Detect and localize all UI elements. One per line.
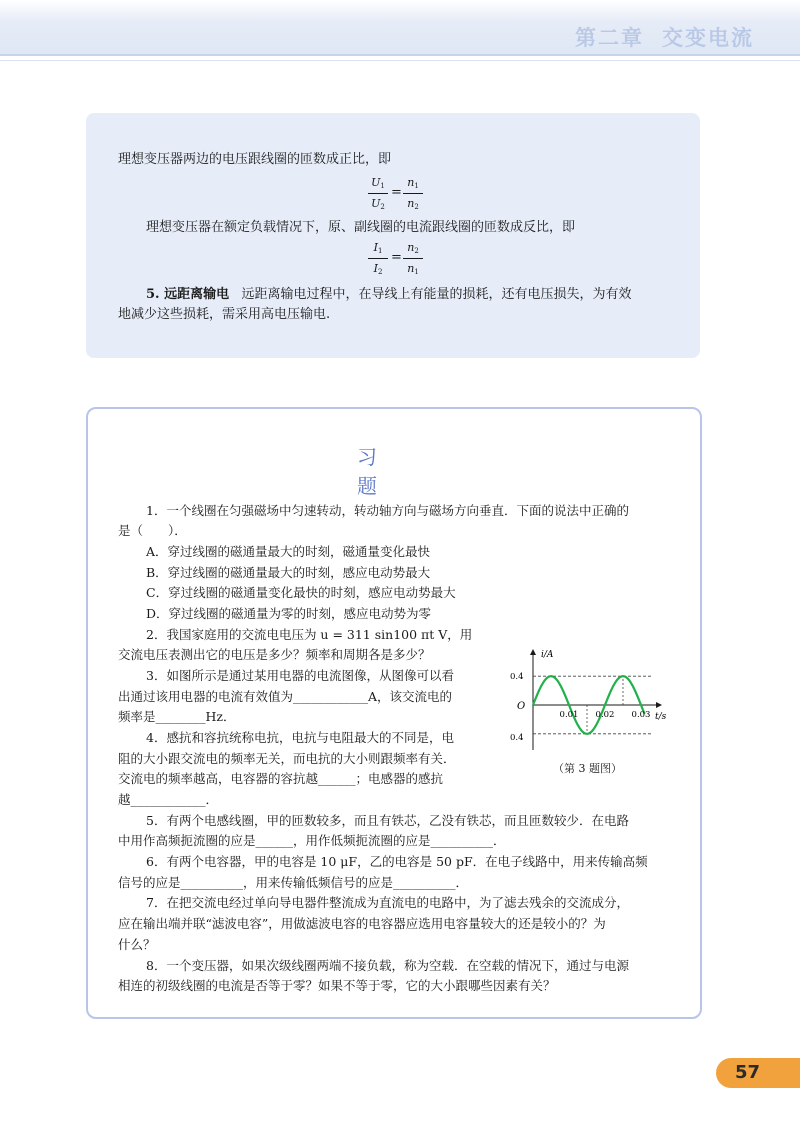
exercise-line: 6．有两个电容器，甲的电容是 10 μF，乙的电容是 50 pF．在电子线路中，用来传输高频 xyxy=(146,854,648,869)
y-tick-label: 0.4 xyxy=(510,733,524,743)
exercise-option: A．穿过线圈的磁通量最大的时刻，磁通量变化最快 xyxy=(146,544,431,559)
exercise-line: 是（ ）． xyxy=(118,523,187,538)
voltage-law-text: 理想变压器两边的电压跟线圈的匝数成正比，即 xyxy=(118,152,392,167)
exercise-line: 1．一个线圈在匀强磁场中匀速转动，转动轴方向与磁场方向垂直．下面的说法中正确的 xyxy=(146,503,629,518)
exercise-line: 5．有两个电感线圈，甲的匝数较多，而且有铁芯，乙没有铁芯，而且匝数较少．在电路 xyxy=(146,813,629,828)
exercise-line: 阻的大小跟交流电的频率无关，而电抗的大小则跟频率有关． xyxy=(118,751,456,766)
formula-i2: $I_2$ xyxy=(373,262,383,276)
header-rule-thin xyxy=(0,60,800,61)
fraction-bar xyxy=(403,258,423,259)
exercise-option: D．穿过线圈的磁通量为零的时刻，感应电动势为零 xyxy=(146,606,432,621)
item5-line1: 5. 远距离输电 远距离输电过程中，在导线上有能量的损耗，还有电压损失，为有效 xyxy=(146,287,632,302)
exercise-line: 4．感抗和容抗统称电抗，电抗与电阻最大的不同是，电 xyxy=(146,730,454,745)
exercise-line: 8．一个变压器，如果次级线圈两端不接负载，称为空载．在空载的情况下，通过与电源 xyxy=(146,958,629,973)
exercise-line: 2．我国家庭用的交流电电压为 u = 311 sin100 πt V，用 xyxy=(146,627,473,642)
formula-n1: $n_1$ xyxy=(407,176,419,190)
origin-label: O xyxy=(517,701,526,712)
formula-i1: $I_1$ xyxy=(373,241,383,255)
formula-n2: $n_2$ xyxy=(407,241,419,255)
fraction-bar xyxy=(368,258,388,259)
x-tick-label: 0.02 xyxy=(595,710,615,720)
current-law-text: 理想变压器在额定负载情况下，原、副线圈的电流跟线圈的匝数成反比，即 xyxy=(146,220,576,235)
chapter-heading xyxy=(575,22,754,52)
header-rule xyxy=(0,54,800,56)
x-tick-label: 0.03 xyxy=(631,710,651,720)
current-graph xyxy=(505,646,675,756)
formula-u2: $U_2$ xyxy=(371,197,385,211)
y-tick-label: 0.4 xyxy=(510,672,524,682)
formula-n2: $n_2$ xyxy=(407,197,419,211)
exercise-line: 越____________． xyxy=(118,792,219,807)
exercise-line: 应在输出端并联“滤波电容”，用做滤波电容的电容器应选用电容量较大的还是较小的？为 xyxy=(118,916,606,931)
exercise-line: 7．在把交流电经过单向导电器件整流成为直流电的电路中，为了滤去残余的交流成分， xyxy=(146,895,629,910)
formula-n1: $n_1$ xyxy=(407,262,419,276)
exercise-line: 出通过该用电器的电流有效值为____________A，该交流电的 xyxy=(118,689,453,704)
page-number: 57 xyxy=(735,1062,761,1083)
exercise-line: 3．如图所示是通过某用电器的电流图像，从图像可以看 xyxy=(146,668,454,683)
chapter-number: 第二章 xyxy=(575,26,644,50)
exercise-line: 什么？ xyxy=(118,937,156,952)
x-axis-label: t/s xyxy=(655,712,667,722)
fraction-bar xyxy=(368,193,388,194)
exercise-line: 中用作高频扼流圈的应是______，用作低频扼流圈的应是__________． xyxy=(118,833,506,848)
exercises-title: 习题 xyxy=(357,445,403,498)
formula-u1: $U_1$ xyxy=(371,176,385,190)
item5-line2: 地减少这些损耗，需采用高电压输电. xyxy=(118,307,331,322)
y-axis-label: i/A xyxy=(541,650,554,660)
equals-sign: = xyxy=(391,250,402,265)
equals-sign: = xyxy=(391,185,402,200)
exercise-option: B．穿过线圈的磁通量最大的时刻，感应电动势最大 xyxy=(146,565,431,580)
exercise-line: 相连的初级线圈的电流是否等于零？如果不等于零，它的大小跟哪些因素有关？ xyxy=(118,978,556,993)
chapter-title: 交变电流 xyxy=(662,26,754,50)
exercise-line: 交流电的频率越高，电容器的容抗越______；电感器的感抗 xyxy=(118,771,444,786)
x-tick-label: 0.01 xyxy=(559,710,579,720)
fraction-bar xyxy=(403,193,423,194)
item5-heading: 5. 远距离输电 xyxy=(146,287,230,302)
exercise-line: 信号的应是__________，用来传输低频信号的应是__________． xyxy=(118,875,469,890)
exercise-option: C．穿过线圈的磁通量变化最快的时刻，感应电动势最大 xyxy=(146,585,456,600)
exercise-line: 频率是________Hz． xyxy=(118,709,236,724)
figure-caption: （第 3 题图） xyxy=(553,762,622,775)
exercise-line: 交流电压表测出它的电压是多少？频率和周期各是多少？ xyxy=(118,647,431,662)
